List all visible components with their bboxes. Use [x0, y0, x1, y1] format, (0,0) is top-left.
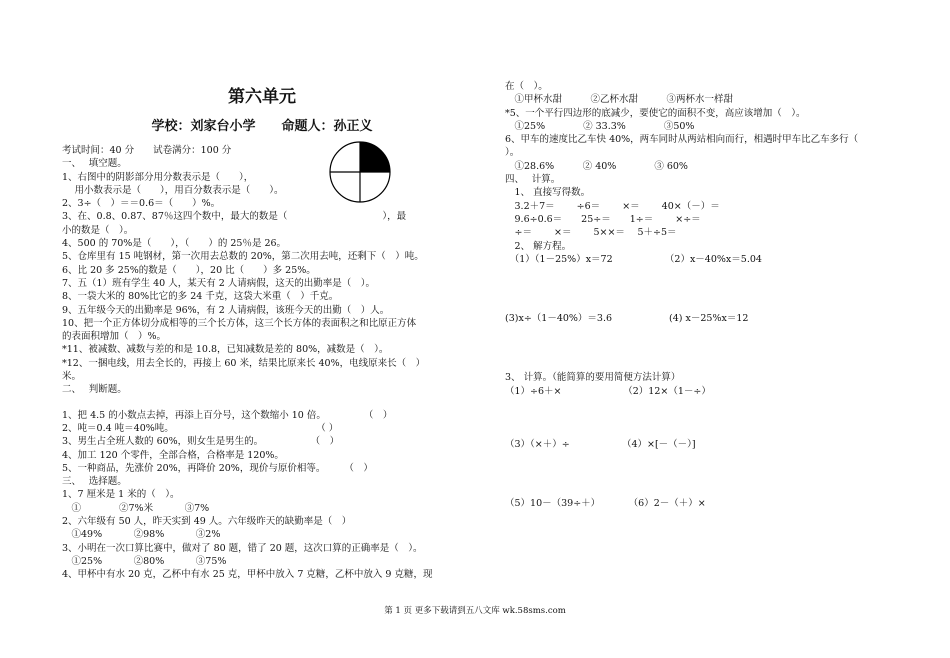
question-line: 1、右图中的阴影部分用分数表示是（ ）， [62, 171, 254, 183]
answer-options: ①49% ②98% ③2% [62, 529, 221, 541]
question-line: ）。 [505, 147, 520, 159]
answer-options: ①25% ② 33.3% ③50% [505, 120, 695, 132]
question-line: 的表面积增加（ ）%。 [62, 331, 167, 343]
question-line: 3、男生占全班人数的 60%，则女生是男生的。 （ ） [62, 436, 340, 448]
answer-options: ①甲杯水甜 ②乙杯水甜 ③两杯水一样甜 [505, 94, 734, 106]
calc-row: （3）（×＋）÷ （4）×[－（－）] [505, 439, 696, 451]
question-line: 10、把一个正方体切分成相等的三个长方体，这三个长方体的表面积之和比原正方体 [62, 317, 417, 329]
question-line: 3、小明在一次口算比赛中，做对了 80 题，错了 20 题，这次口算的正确率是（ ）。 [62, 542, 423, 554]
left-column [62, 82, 462, 582]
question-line: 6、甲车的速度比乙车快 40%，两车同时从两站相向而行，相遇时甲车比乙车多行（ [505, 134, 859, 146]
subsection-heading: 2、 解方程。 [505, 240, 572, 252]
page-title: 第六单元 [228, 87, 296, 107]
answer-options: ① ②7%米 ③7% [62, 502, 210, 514]
circle-quarter-shaded-icon [328, 140, 392, 204]
question-line: 4、500 的 70%是（ ），（ ）的 25％是 26。 [62, 238, 287, 250]
section-heading: 一、 填空题。 [62, 158, 127, 170]
exam-info: 考试时间：40 分 试卷满分：100 分 [62, 145, 232, 156]
calc-row: （5）10－（39÷＋） （6）2－（＋）× [505, 498, 706, 510]
equation-row: (3)x÷（1－40%）＝3.6 (4) x－25%x＝12 [505, 313, 749, 325]
question-line: 2、吨＝0.4 吨＝40%吨。 （ ） [62, 422, 339, 434]
question-line: 用小数表示是（ ），用百分数表示是（ ）。 [62, 184, 284, 196]
work-space [505, 325, 905, 371]
answer-options: ①25% ②80% ③75% [62, 555, 227, 567]
work-space [505, 398, 905, 438]
work-space [505, 266, 905, 312]
question-line: *11、被减数、减数与差的和是 10.8，已知减数是差的 80%，减数是（ ）。 [62, 344, 389, 356]
question-line: 3、在、0.8、0.87、87％这四个数中，最大的数是（ ），最 [62, 211, 407, 223]
spacer [62, 397, 462, 409]
page-footer: 第 1 页 更多下载请到五八文库 wk.58sms.com [384, 606, 566, 616]
question-line: 在（ ）。 [505, 81, 548, 92]
calc-row: （1）÷6＋× （2）12×（1－÷） [505, 385, 711, 397]
answer-options: ①28.6% ② 40% ③ 60% [505, 160, 688, 172]
question-line: 1、把 4.5 的小数点去掉，再添上百分号，这个数缩小 10 倍。 （ ） [62, 409, 393, 421]
question-line: 米。 [62, 371, 82, 383]
question-line: 4、甲杯中有水 20 克，乙杯中有水 25 克，甲杯中放入 7 克糖，乙杯中放入 9 克糖，现 [62, 569, 433, 581]
question-line: 5、一种商品，先涨价 20%，再降价 20%，现价与原价相等。 （ ） [62, 462, 373, 474]
work-space [505, 451, 905, 497]
question-line: 5、仓库里有 15 吨钢材，第一次用去总数的 20%，第二次用去吨，还剩下（ ）吨。 [62, 251, 424, 263]
section-heading: 三、 选择题。 [62, 476, 127, 488]
question-line: 8、一袋大米的 80%比它的多 24 千克，这袋大米重（ ）千克。 [62, 291, 339, 303]
question-line: 2、六年级有 50 人，昨天实到 49 人。六年级昨天的缺勤率是（ ） [62, 516, 352, 528]
right-column [505, 80, 905, 511]
subsection-heading: 3、 计算。（能简算的要用简便方法计算） [505, 372, 681, 384]
question-line: *5、一个平行四边形的底减少，要使它的面积不变，高应该增加（ ）。 [505, 107, 806, 119]
question-line: 1、7 厘米是 1 米的（ ）。 [62, 489, 180, 501]
question-line: 9、五年级今天的出勤率是 96%，有 2 人请病假，该班今天的出勤（ ）人。 [62, 304, 390, 316]
question-line: 2、3÷（ ）＝＝0.6＝（ ）%。 [62, 198, 221, 210]
calc-row: ÷＝ ×＝ 5××＝ 5＋÷5＝ [505, 227, 677, 239]
question-line: 小的数是（ ）。 [62, 224, 134, 236]
question-line: 4、加工 120 个零件，全部合格，合格率是 120%。 [62, 449, 284, 461]
page-subtitle: 学校：刘家台小学 命题人：孙正义 [151, 119, 373, 134]
section-heading: 四、 计算。 [505, 174, 561, 186]
calc-row: 3.2＋7＝ ÷6＝ ×＝ 40×（－）＝ [505, 200, 720, 212]
section-heading: 二、 判断题。 [62, 384, 127, 396]
question-line: 6、比 20 多 25%的数是（ ），20 比（ ）多 25%。 [62, 264, 316, 276]
question-line: 7、五（1）班有学生 40 人，某天有 2 人请病假，这天的出勤率是（ ）。 [62, 277, 376, 289]
calc-row: 9.6÷0.6＝ 25÷＝ 1÷＝ ×÷＝ [505, 213, 701, 225]
subsection-heading: 1、 直接写得数。 [505, 187, 591, 199]
question-line: *12、一捆电线，用去全长的，再接上 60 米，结果比原来长 40%，电线原来长（ ） [62, 357, 426, 369]
equation-row: （1）（1－25%）x＝72 （2）x－40%x＝5.04 [505, 253, 762, 265]
